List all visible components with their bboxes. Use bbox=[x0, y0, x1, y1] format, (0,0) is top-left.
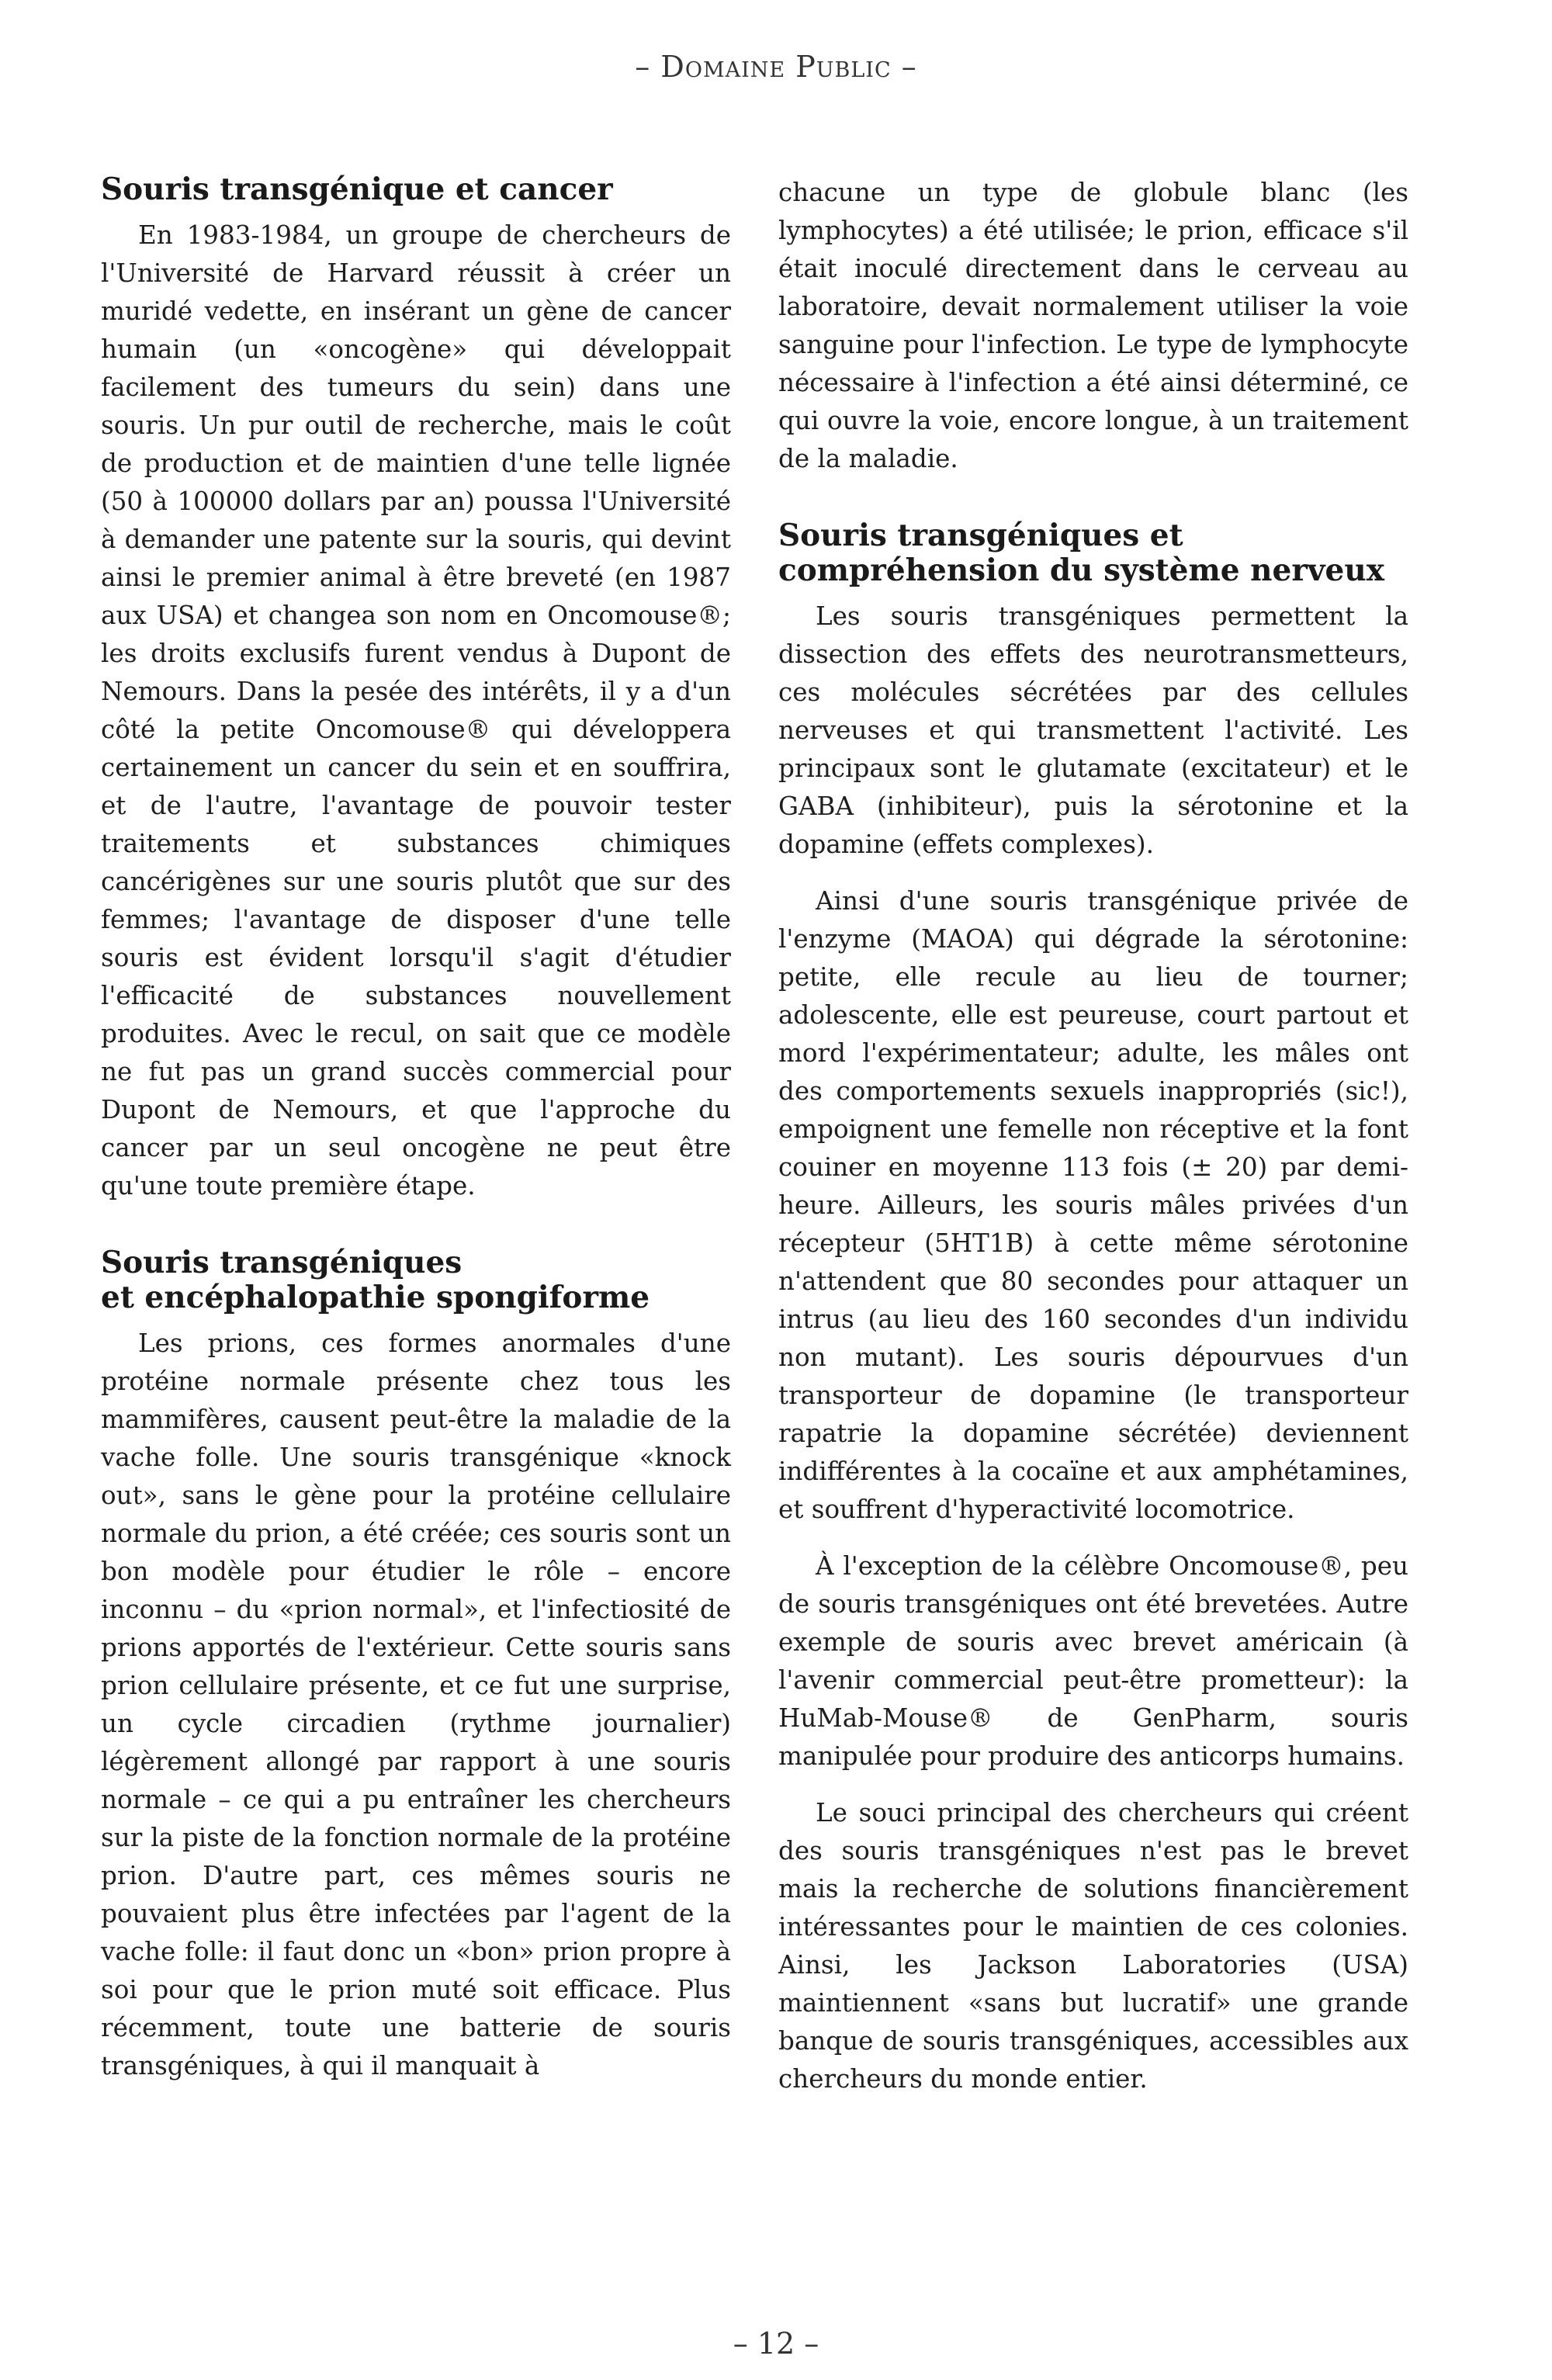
left-column bbox=[101, 172, 731, 2104]
section-title-line: Souris transgéniques et bbox=[778, 518, 1183, 553]
paragraph-colonies: Le souci principal des chercheurs qui créent des souris transgéniques n'est pas le brevet mais la recherche de solutions financièrement intéressantes pour le maintien de ces colonies. Ainsi, les Jackson Laboratories (USA) maintiennent «sans but lucratif» une grande banque de souris transgéniques, accessibles aux chercheurs du monde entier. bbox=[778, 1798, 1408, 2094]
page-number: – 12 – bbox=[733, 2326, 819, 2361]
section-title-systeme-nerveux bbox=[778, 518, 1408, 588]
paragraph-brevets: À l'exception de la célèbre Oncomouse®, peu de souris transgéniques ont été brevetées. Autre exemple de souris avec brevet américain (à l'avenir commercial peut-être prometteur): la HuMab-Mouse® de GenPharm, souris manipulée pour produire des anticorps humains. bbox=[778, 1551, 1408, 1771]
paragraph-maoa: Ainsi d'une souris transgénique privée de l'enzyme (MAOA) qui dégrade la sérotonine: petite, elle recule au lieu de tourner; adolescente, elle est peureuse, court partout et mord l'expérimentateur; adulte, les mâles ont des comportements sexuels inappropriés (sic!), empoignent une femelle non réceptive et la font couiner en moyenne 113 fois (± 20) par demi-heure. Ailleurs, les souris mâles privées d'un récepteur (5HT1B) à cette même sérotonine n'attendent que 80 secondes pour attaquer un intrus (au lieu des 160 secondes d'un individu non mutant). Les souris dépourvues d'un transporteur de dopamine (le transporteur rapatrie la dopamine sécrétée) deviennent indifférentes à la cocaïne et aux amphétamines, et souffrent d'hyperactivité locomotrice. bbox=[778, 886, 1408, 1524]
paragraph-neurotransmetteurs: Les souris transgéniques permettent la dissection des effets des neurotransmetteurs, ces molécules sécrétées par des cellules nerveuses et qui transmettent l'activité. Les principaux sont le glutamate (excitateur) et le GABA (inhibiteur), puis la sérotonine et la dopamine (effets complexes). bbox=[778, 601, 1408, 859]
section-title-line: compréhension du système nerveux bbox=[778, 553, 1384, 588]
paragraph-oncomouse: En 1983-1984, un groupe de chercheurs de l'Université de Harvard réussit à créer un muridé vedette, en insérant un gène de cancer humain (un «oncogène» qui développait facilement des tumeurs du sein) dans une souris. Un pur outil de recherche, mais le coût de production et de maintien d'une telle lignée (50 à 100000 dollars par an) poussa l'Université à demander une patente sur la souris, qui devint ainsi le premier animal à être breveté (en 1987 aux USA) et changea son nom en Oncomouse®; les droits exclusifs furent vendus à Dupont de Nemours. Dans la pesée des intérêts, il y a d'un côté la petite Oncomouse® qui développera certainement un cancer du sein et en souffrira, et de l'autre, l'avantage de pouvoir tester traitements et substances chimiques cancérigènes sur une souris plutôt que sur des femmes; l'avantage de disposer d'une telle souris est évident lorsqu'il s'agit d'étudier l'efficacité de substances nouvellement produites. Avec le recul, on sait que ce modèle ne fut pas un grand succès commercial pour Dupont de Nemours, et que l'approche du cancer par un seul oncogène ne peut être qu'une toute première étape. bbox=[101, 220, 731, 1200]
section-title-encephalopathie bbox=[101, 1245, 731, 1315]
paragraph-prions: Les prions, ces formes anormales d'une protéine normale présente chez tous les mammifères, causent peut-être la maladie de la vache folle. Une souris transgénique «knock out», sans le gène pour la protéine cellulaire normale du prion, a été créée; ces souris sont un bon modèle pour étudier le rôle – encore inconnu – du «prion normal», et l'infectiosité de prions apportés de l'extérieur. Cette souris sans prion cellulaire présente, et ce fut une surprise, un cycle circadien (rythme journalier) légèrement allongé par rapport à une souris normale – ce qui a pu entraîner les chercheurs sur la piste de la fonction normale de la protéine prion. D'autre part, ces mêmes souris ne pouvaient plus être infectées par l'agent de la vache folle: il faut donc un «bon» prion propre à soi pour que le prion muté soit efficace. Plus récemment, toute une batterie de souris transgéniques, à qui il manquait à bbox=[101, 1329, 731, 2080]
right-column bbox=[778, 174, 1408, 2117]
section-title-line: et encéphalopathie spongiforme bbox=[101, 1280, 650, 1315]
section-title-line: Souris transgéniques bbox=[101, 1245, 462, 1280]
section-title-cancer: Souris transgénique et cancer bbox=[101, 171, 613, 207]
paragraph-continuation: chacune un type de globule blanc (les lymphocytes) a été utilisée; le prion, efficace s'il était inoculé directement dans le cerveau au laboratoire, devait normalement utiliser la voie sanguine pour l'infection. Le type de lymphocyte nécessaire à l'infection a été ainsi déterminé, ce qui ouvre la voie, encore longue, à un traitement de la maladie. bbox=[778, 178, 1408, 473]
running-head: – Domaine Public – bbox=[635, 50, 917, 84]
